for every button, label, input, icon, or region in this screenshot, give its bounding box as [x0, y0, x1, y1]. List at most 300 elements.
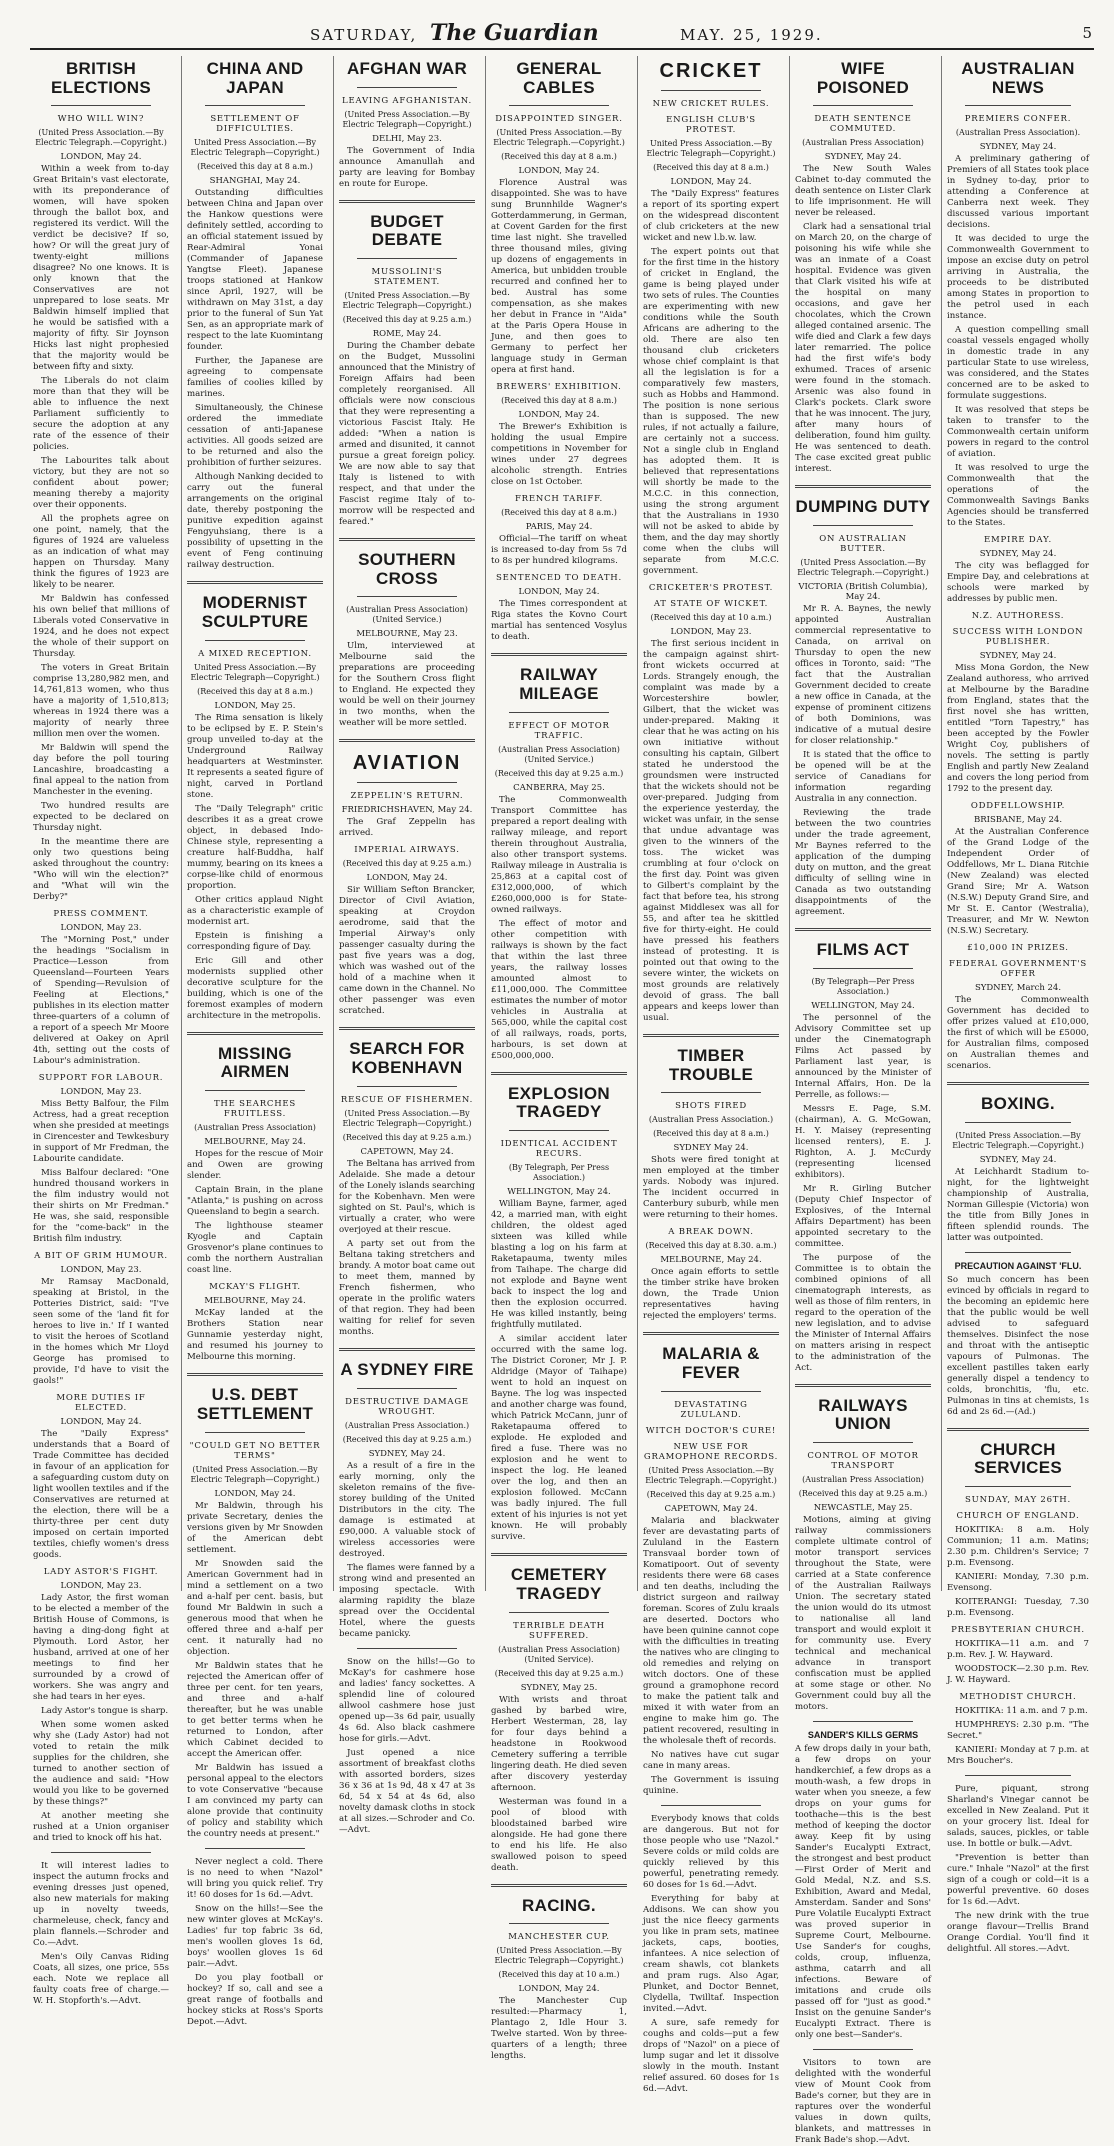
paragraph: The Government of India announce Amanullah and party are leaving for Bombay en route for Europe.: [339, 145, 475, 189]
dateline: LONDON, May 23.: [60, 1265, 142, 1276]
advertisement: [33, 1861, 169, 1949]
headline-explosion-tragedy: EXPLOSION TRAGEDY: [508, 1083, 610, 1122]
credit-line: (Australian Press Association): [194, 1123, 316, 1133]
paragraph: The "Morning Post," under the headings "Socialism in Practice—Lesson from Queensland—Fourteen Years of Spending—Revulsion of Feeling at Elections," publishes in its election matter three-quarters of a column of a report of a speech Mr Moore delivered at Oakey on April 4th, setting out the costs of Labour's administration.: [33, 935, 169, 1067]
paragraph: Mr Baldwin, through his private Secretary, denies the versions given by Mr Snowden of the American debt settlement.: [187, 1500, 323, 1555]
credit-line: (Australian Press Association) (United Service).: [498, 1644, 620, 1664]
received-line: (Received this day at 8 a.m.): [501, 508, 617, 518]
paragraph: Although Nanking decided to carry out the funeral arrangements on the original date, thereby postponing the punitive expedition against Fengyuhsiang, there is a possibility of upsetting in the event of Feng continuing railway destruction.: [187, 472, 323, 571]
advertisement: [947, 1911, 1089, 1955]
dateline: LONDON, May 24.: [60, 152, 142, 163]
paragraph: Westerman was found in a pool of blood with bloodstained barbed wire alongside. He had gone there to end his life. He also swallowed poison to speed death.: [491, 1796, 627, 1873]
ad-text: Do you play football or hockey? If so, call and see a great range of footballs and hockey sticks at Ross's Sports Depot.—Advt.: [187, 1972, 323, 2027]
received-line: (Received this day at 9.25 a.m.): [342, 315, 472, 325]
column-2: [181, 56, 328, 2027]
dateline: MELBOURNE, May 24.: [660, 1255, 762, 1266]
dateline: MELBOURNE, May 24.: [204, 1296, 306, 1307]
headline-railways-union: RAILWAYS UNION: [818, 1395, 908, 1434]
dateline: FRIEDRICHSHAVEN, May 24.: [341, 805, 473, 816]
paragraph: It was decided to urge the Commonwealth Government to impose an excise duty on petrol arriving in Australia, the proceeds to be distributed among States in proportion to the petrol used in each instance.: [947, 234, 1089, 322]
paragraph: When some women asked why she (Lady Astor) had not voted to retain the milk supplies for the children, she turned to another section of the audience and said: "How would you like to be governed by these things?": [33, 1720, 169, 1808]
masthead: [30, 18, 1094, 50]
paragraph: It was resolved that steps be taken to transfer to the Commonwealth certain uniform powers in regard to the control of aviation.: [947, 405, 1089, 460]
headline-wife-poisoned: WIFE POISONED: [816, 59, 910, 97]
advertisement: [795, 2058, 931, 2146]
ad-text: "Prevention is better than cure." Inhale "Nazol" at the first sign of a cough or cold—it is a powerful preventive. 60 doses for 1s 6d.—Advt.: [947, 1852, 1089, 1907]
received-line: (Received this day at 8 a.m.): [653, 163, 769, 172]
article-body: [33, 1099, 169, 1245]
article-body: [187, 188, 323, 571]
article-body: [795, 604, 931, 918]
headline-modernist-sculpture: MODERNIST SCULPTURE: [201, 593, 309, 632]
dateline: SYDNEY, May 24.: [368, 1448, 446, 1459]
dateline: SYDNEY, May 25.: [520, 1682, 598, 1693]
article-body: [643, 1516, 779, 1797]
dateline: SYDNEY, May 24.: [979, 549, 1057, 560]
paragraph: Malaria and blackwater fever are devastating parts of Zululand in the Eastern Transvaal border town of Komatipoort. Out of seventy residents there were 68 cases and ten deaths, including the district surgeon and railway foreman. Scores of Zulu kraals are deserted. Doctors who have been quinine cannot cope with the difficulties in treating the natives who are clinging to old remedies and relying on witch doctors. One of these ground a gramophone record to make the patient talk and mixed it with water from an engine to make him go. The patient recovered, resulting in the wholesale theft of records.: [643, 1515, 779, 1746]
credit-line: (United Press Association.—By Electric Telegraph.—Copyright.): [35, 128, 167, 148]
paragraph: Lady Astor, the first woman to be elected a member of the British House of Commons, is having a ding-dong fight at Plymouth. Lord Astor, her husband, arrived at one of her meetings to find her surrounded by a crowd of workers. She was angry and she had tears in her eyes.: [33, 1593, 169, 1703]
dateline: SYDNEY, May 24.: [824, 152, 902, 163]
headline-racing: RACING.: [522, 1895, 596, 1915]
paragraph: At Leichhardt Stadium to-night, for the lightweight championship of Australia, Norman Gillespie (Victoria) won the title from Billy Jones in fifteen splendid rounds. The latter was outpointed.: [947, 1167, 1089, 1244]
paragraph: Reviewing the trade between the two countries under the trade agreement, Mr Baynes referred to the application of the dumping duty on mutton, and the great difficulty of selling wine in Canada as two outstanding disappointments of the agreement.: [795, 808, 931, 918]
paragraph: Mr Baldwin has confessed his own belief that millions of Liberals voted Conservative in 1924, and he does not expect the whole of their support on Thursday.: [33, 594, 169, 660]
paragraph: The Graf Zeppelin has arrived.: [339, 817, 475, 839]
subhead: NEW CRICKET RULES.: [652, 99, 770, 109]
paragraph: At another meeting she rushed at a Union organiser and tried to knock off his hat.: [33, 1811, 169, 1844]
paragraph: The Commonwealth Transport Committee has prepared a report dealing with railway mileage, and report therein throughout Australia, also other transport systems. Railway mileage in Australia is 25,863 at a capital cost of £312,000,000, of which £260,000,000 is for State-owned railways.: [491, 794, 627, 915]
subhead: EMPIRE DAY.: [984, 535, 1052, 546]
paragraph: The Government is issuing quinine.: [643, 1774, 779, 1796]
dateline: VICTORIA (British Columbia), May 24.: [798, 582, 928, 603]
subhead: A MIXED RECEPTION.: [198, 648, 312, 659]
paragraph: Mr R. Girling Butcher (Deputy Chief Inspector of Explosives, of the Internal Affairs Department) has been appointed secretary to the committee.: [795, 1183, 931, 1249]
article-body: [947, 154, 1089, 529]
credit-line: (United Press Association.—By Electric Telegraph—Copyright.): [342, 109, 472, 129]
credit-line: (Australian Press Association.): [648, 1115, 774, 1125]
article-body: [339, 885, 475, 1017]
ad-text: Snow on the hills!—See the new winter gloves at McKay's. Ladies' fur top fabric 3s 6d, men's woollen gloves 1s 6d, boys' woollen gloves 1s 6d pair.—Advt.: [187, 1903, 323, 1969]
dateline: ROME, May 24.: [372, 329, 442, 340]
paragraph: The lighthouse steamer Kyogle and Captain Grosvenor's plane continues to comb the northern Australian coast line.: [187, 1221, 323, 1276]
credit-line: United Press Association.—By Electric Telegraph—Copyright.): [190, 138, 320, 158]
headline-sydney-fire: A SYDNEY FIRE: [340, 1359, 474, 1379]
article-body: [643, 1267, 779, 1322]
service-list: [947, 1706, 1089, 1767]
subhead: MCKAY'S FLIGHT.: [209, 1282, 301, 1293]
subhead: SHOTS FIRED: [675, 1101, 747, 1112]
received-line: (Received this day at 8 a.m.): [197, 686, 313, 696]
subhead: IDENTICAL ACCIDENT RECURS.: [500, 1139, 618, 1160]
received-line: (Received this day at 9.25 a.m.): [342, 859, 472, 869]
advertisement: [187, 1973, 323, 2028]
headline-us-debt: U.S. DEBT SETTLEMENT: [196, 1385, 314, 1423]
subhead: IMPERIAL AIRWAYS.: [354, 845, 460, 856]
paragraph: The Times correspondent at Riga states the Kovno Court martial has sentenced Vosylus to death.: [491, 599, 627, 643]
article-body: [339, 341, 475, 528]
dateline: SHANGHAI, May 24.: [209, 176, 301, 187]
credit-line: (Australian Press Association): [802, 1475, 924, 1485]
ad-text: Never neglect a cold. There is no need to when "Nazol" will bring you quick relief. Try it! 60 doses for 1s 6d.—Advt.: [187, 1856, 323, 1900]
article-body: [643, 1155, 779, 1221]
paragraph: The purpose of the Committee is to obtain the combined opinions of all cinematograph interests, as well as those of film renters, in regard to the operation of the new legislation, and to advise the Minister of Internal Affairs on matters arising in respect to the administration of the Act.: [795, 1252, 931, 1373]
column-1: [28, 56, 174, 2007]
subhead: ZEPPELIN'S RETURN.: [350, 791, 464, 802]
headline-railway-mileage: RAILWAY MILEAGE: [519, 665, 599, 704]
paragraph: The voters in Great Britain comprise 13,280,982 men, and 14,761,813 women, who thus have a majority of 1,510,813; whereas in 1924 there was a majority of nearly three million men over the women.: [33, 663, 169, 740]
received-line: (Received this day at 9.25 a.m.): [342, 1132, 472, 1142]
paragraph: Miss Balfour declared: "One hundred thousand workers in the film industry would not their shirts on Mr Fredman." He was, she said, responsible for the "come-back" in the British film industry.: [33, 1168, 169, 1245]
article-body: [491, 1996, 627, 2062]
subhead: CONTROL OF MOTOR TRANSPORT: [807, 1451, 919, 1472]
subhead: CRICKETER'S PROTEST.: [648, 583, 774, 593]
headline-cricket: CRICKET: [659, 60, 763, 82]
dateline: SYDNEY May 24.: [673, 1143, 749, 1154]
paragraph: The effect of motor and other competition with railways is shown by the fact that within the last three years, the railway losses amounted almost to £11,000,000. The Committee estimates the number of motor vehicles in Australia at 565,000, while the capital cost of all railways, roads, ports, harbours, is set down at £500,000,000.: [491, 918, 627, 1061]
credit-line: (Australian Press Association) (United Service.): [498, 744, 620, 764]
dateline: CAPETOWN, May 24.: [664, 1503, 758, 1514]
subhead: FRENCH TARIFF.: [514, 494, 604, 505]
credit-line: (United Press Association.—By Electric Telegraph—Copyright.): [342, 1108, 472, 1128]
dateline: WELLINGTON, May 24.: [507, 1187, 611, 1198]
credit-line: (By Telegraph, Per Press Association.): [508, 1163, 610, 1183]
service-entry: HUMPHREYS: 2.30 p.m. "The Secret.": [947, 1719, 1089, 1741]
subhead: £10,000 IN PRIZES.: [967, 943, 1069, 954]
credit-line: (United Press Association.—By Electric Telegraph—Copyright.): [342, 291, 472, 311]
article-body: [795, 1013, 931, 1374]
paragraph: Messrs E. Page, S.M. (chairman), A. G. McGowan, H. Y. Maisey (representing licensed renters), E. J. Righton, A. J. McCurdy (representing licensed exhibitors).: [795, 1103, 931, 1180]
headline-dumping-duty: DUMPING DUTY: [795, 497, 931, 517]
article-body: [339, 1159, 475, 1338]
dateline: LONDON, May 24.: [518, 410, 600, 421]
paragraph: The expert points out that for the first time in the history of cricket in England, the game is being played under two sets of rules. The Counties are experimenting with new conditions while the South Africans are adhering to the old. There are also ten thousand club cricketers whose chief complaint is that all the legislation is for a comparatively few masters, such as Hobbs and Hammond. The position is none serious than is supposed. The new rules, if not actually a failure, are certainly not a success. Not a single club in England has adopted them. It is believed that representations will shortly be made to the M.C.C. in this connection, using the strong argument that the Australians in 1930 will not be asked to abide by them, and the day may shortly come when the clubs will separate from M.C.C. government.: [643, 247, 779, 576]
advertisement: [643, 2018, 779, 2095]
subhead: LEAVING AFGHANISTAN.: [342, 95, 472, 106]
received-line: (Received this day at 8 a.m.): [197, 162, 313, 172]
paragraph: Mr Baldwin will spend the day before the poll touring Lancashire, broadcasting a final appeal to the nation from Manchester in the evening.: [33, 743, 169, 798]
article-body: [491, 178, 627, 376]
paragraph: Mr Baldwin states that he rejected the American offer of three per cent. for ten years, and three and a-half thereafter, but he was unable to get better terms when he returned to London, after which Cabinet decided to accept the American offer.: [187, 1660, 323, 1759]
subhead: LADY ASTOR'S FIGHT.: [43, 1567, 159, 1578]
paragraph: Within a week from to-day Great Britain's vast electorate, with its preponderance of women, will have spoken through the ballot box, and registered its verdict. Will the verdict be decisive? If so, how? Or will the great jury of twenty-eight millions disagree? No one knows. It is only known that the Conservatives are not unprepared to lose seats. Mr Baldwin himself implied that he would be satisfied with a majority of fifty. Sir Joynson Hicks last night prophesied that the majority would be between fifty and sixty.: [33, 164, 169, 373]
dateline: CANBERRA, May 25.: [513, 782, 605, 793]
sanders-advertisement: [795, 1730, 931, 2041]
headline-timber-trouble: TIMBER TROUBLE: [668, 1046, 754, 1084]
article-body: [339, 641, 475, 729]
ad-text: Everybody knows that colds are dangerous. But not for those people who use "Nazol." Severe colds or mild colds are quickly relieved by this powerful, penetrating remedy. 60 doses for 1s 6d.—Advt.: [643, 1813, 779, 1890]
subhead: MANCHESTER CUP.: [508, 1932, 610, 1943]
article-body: [491, 599, 627, 643]
subhead: MORE DUTIES IF ELECTED.: [56, 1393, 146, 1414]
headline-church-services: CHURCH SERVICES: [973, 1439, 1063, 1478]
dateline: LONDON, May 25.: [214, 700, 296, 711]
dateline: WELLINGTON, May 24.: [811, 1000, 915, 1011]
paragraph: All the prophets agree on one point, namely, that the figures of 1924 are valueless as an indication of what may happen on Thursday. Many think the figures of 1923 are likely to be nearer.: [33, 514, 169, 591]
paragraph: Outstanding difficulties between China and Japan over the Hankow questions were definitely settled, according to an official statement issued by Rear-Admiral Yonai (Commander of Japanese Yangtse Fleet). Japanese troops stationed at Hankow since April, 1927, will be withdrawn on May 31st, a day prior to the funeral of Sun Yat Sen, as an appropriate mark of respect to the late Kuomintang founder.: [187, 188, 323, 353]
paragraph: Lady Astor's tongue is sharp.: [41, 1706, 169, 1717]
paragraph: Further, the Japanese are agreeing to compensate families of coolies killed by marines.: [187, 356, 323, 400]
dateline: MELBOURNE, May 23.: [356, 629, 458, 640]
paragraph: Ulm, interviewed at Melbourne said the preparations are proceeding for the Southern Cross flight to England. He expected they would be well on their journey in two months, when the weather will be more settled.: [339, 641, 475, 729]
headline-cemetery-tragedy: CEMETERY TRAGEDY: [510, 1565, 608, 1603]
dateline: LONDON, May 23.: [60, 1087, 142, 1098]
paragraph: William Bayne, farmer, aged 42, a married man, with eight children, the oldest aged sixteen was killed while blasting a log on his farm at Raketapauma, twenty miles from Taihape. The charge did not explode and Bayne went back to inspect the log and then the explosion occurred. He was killed instantly, being frightfully mutilated.: [491, 1199, 627, 1331]
paragraph: No natives have cut sugar cane in many areas.: [643, 1749, 779, 1771]
paragraph: The personnel of the Advisory Committee set up under the Cinematograph Films Act passed by Parliament last year, is announced by the Minister of Internal Affairs, Hon. De la Perrelle, as follows:—: [795, 1012, 931, 1100]
credit-line: (United Press Association.—By Electric Telegraph.—Copyright.): [797, 558, 929, 578]
advertisement: [947, 1784, 1089, 1850]
headline-boxing: BOXING.: [981, 1094, 1055, 1114]
paragraph: The Beltana has arrived from Adelaide. She made a detour of the Lonely islands searching for the Kobenhavn. Men were sighted on St. Paul's, which is virtually a crater, who were overjoyed at their rescue.: [339, 1158, 475, 1235]
paragraph: Official—The tariff on wheat is increased to-day from 5s 7d to 8s per hundred kilograms.: [491, 534, 627, 567]
subhead: FEDERAL GOVERNMENT'S OFFER: [949, 959, 1087, 980]
subhead: BREWERS' EXHIBITION.: [496, 382, 622, 393]
credit-line: (United Press Association.—By Electric Telegraph.—Copyright.): [493, 128, 625, 148]
dateline: MELBOURNE, May 24.: [204, 1137, 306, 1148]
received-line: (Received this day at 8 a.m.): [501, 152, 617, 162]
paragraph: Other critics applaud Night as a characteristic example of modernist art.: [187, 894, 323, 927]
paragraph: The flames were fanned by a strong wind and presented an imposing spectacle. With alarming rapidity the blaze spread over the Occidental Hotel, where the guests became panicky.: [339, 1562, 475, 1639]
headline-british-elections: BRITISH ELECTIONS: [51, 59, 151, 97]
paragraph: The Manchester Cup resulted:—Pharmacy 1, Plantago 2, Idle Hour 3. Twelve started. Won by three-quarters of a length; three lengths.: [491, 1996, 627, 2062]
paragraph: The Commonwealth Government has decided to offer prizes valued at £10,000, the first of which will be £5000, for Australian films, composed on Australian themes and scenarios.: [947, 995, 1089, 1072]
paragraph: The "Daily Express" features a report of its sporting expert on the widespread discontent of club cricketers at the new wicket and new l.b.w. law.: [643, 189, 779, 243]
paragraph: Miss Betty Balfour, the Film Actress, had a great reception when she presided at meetings in Cirencester and Tewkesbury in support of Mr Fredman, the Labourite candidate.: [33, 1099, 169, 1165]
article-body: [33, 1593, 169, 1844]
subhead: ODDFELLOWSHIP.: [970, 801, 1066, 812]
subhead: DEATH SENTENCE COMMUTED.: [814, 114, 912, 135]
dateline: LONDON, May 24.: [518, 587, 600, 598]
article-body: [187, 1308, 323, 1363]
credit-line: United Press Association.—By Electric Telegraph—Copyright.): [190, 662, 320, 682]
paragraph: The Labourites talk about victory, but they are not so confident about power; meaning thereby a majority over their opponents.: [33, 456, 169, 511]
article-body: [33, 935, 169, 1067]
dateline: LONDON, May 24.: [518, 1984, 600, 1995]
credit-line: (United Press Association.—By Electric Telegraph.—Copyright.): [952, 1131, 1084, 1151]
paragraph: Hopes for the rescue of Moir and Owen are growing slender.: [187, 1149, 323, 1182]
paragraph: A question compelling small coastal vessels engaged wholly in domestic trade in any particular State to use wireless, was considered, and the States concerned are to be asked to formulate suggestions.: [947, 325, 1089, 402]
article-body: [643, 189, 779, 577]
ad-text: It will interest ladies to inspect the autumn frocks and evening dresses just opened, also new materials for making up in novelty tweeds, charmeleuse, check, fancy and plain flannels.—Schroder and Co.—Advt.: [33, 1861, 169, 1949]
headline-malaria-fever: MALARIA & FEVER: [662, 1344, 760, 1383]
headline-general-cables: GENERAL CABLES: [516, 59, 602, 97]
dateline: LONDON, May 24.: [366, 873, 448, 884]
subhead: WITCH DOCTOR'S CURE!: [645, 1425, 777, 1436]
paragraph: McKay landed at the Brothers Station near Gunnamie yesterday night, and resumed his journey to Melbourne this morning.: [187, 1308, 323, 1363]
dateline: LONDON, May 24.: [670, 177, 752, 187]
headline-afghan-war: AFGHAN WAR: [346, 59, 468, 78]
subhead: A BIT OF GRIM HUMOUR.: [34, 1251, 168, 1262]
headline-search-kobenhavn: SEARCH FOR KOBENHAVN: [349, 1039, 465, 1078]
ad-text: Snow on the hills!—Go to McKay's for cashmere hose and ladies' fancy sockettes. A splendid line of coloured allwool cashmere hose just opened up—3s 6d pair, usually 4s 6d. Also black cashmere hose for girls.—Advt.: [339, 1656, 475, 1744]
paragraph: Clark had a sensational trial on March 20, on the charge of poisoning his wife while she was an inmate of a Coast hospital. Evidence was given that Clark visited his wife at the hospital on many occasions, and gave her chocolates, which the Crown alleged contained arsenic. The wife died and Clark a few days later remarried. The police had the first wife's body exhumed. Traces of arsenic were found in the stomach. Arsenic was also found in Clark's pockets. Clark swore that he was innocent. The jury, after many hours of deliberation, found him guilty. He was sentenced to death. The case excited great public interest.: [795, 222, 931, 475]
article-body: [33, 164, 169, 903]
subhead: DEVASTATING ZULULAND.: [674, 1399, 748, 1420]
subhead: ENGLISH CLUB'S PROTEST.: [666, 115, 756, 135]
dateline: LONDON, May 24.: [214, 1488, 296, 1499]
credit-line: (Australian Press Association): [802, 138, 924, 148]
flu-notice: [947, 1261, 1089, 1418]
dateline: CAPETOWN, May 24.: [360, 1146, 454, 1157]
paragraph: Simultaneously, the Chinese ordered the immediate cessation of anti-Japanese activities. All goods seized are to be returned and also the prohibition of further seizures.: [187, 403, 323, 469]
article-body: [491, 795, 627, 1062]
ad-text: Men's Oily Canvas Riding Coats, all sizes, one price, 55s each. Note we replace all faulty coats free of charge.—W. H. Stopforth's.—Advt.: [33, 1952, 169, 2007]
paragraph: The first serious incident in the campaign against shirt-front wickets occurred at Lords. Strangely enough, the complaint was made by a Worcestershire bowler, Gilbert, that the wicket was under-prepared. Making it clear that he was acting on his own initiative without consulting his captain, Gilbert stated he understood the groundsmen were instructed that the wickets should not be over-prepared. Judging from the experience yesterday, the wicket was unfair, in the sense that undue advantage was given to the winners of the toss. The wicket was crumbling at four o'clock on the first day. Point was given to Gilbert's complaint by the fact that before tea, his strong against Middlesex was all for 55, and after tea he skittled five for thirty-eight. He could have pressed his feathers instead of protesting. It is pointed out that owing to the severe winter, the wickets on most grounds are relatively devoid of grass. The ball appears and keeps lower than usual.: [643, 639, 779, 1023]
subhead: NEW USE FOR GRAMOPHONE RECORDS.: [643, 1441, 779, 1462]
paragraph: It is stated that the office to be opened will be at the service of Canadians for information regarding Australia in any connection.: [795, 750, 931, 805]
subhead: WHO WILL WIN?: [57, 114, 145, 125]
dateline: LONDON, May 24.: [60, 1417, 142, 1428]
received-line: (Received this day at 10 a.m.): [498, 1970, 620, 1980]
paragraph: The city was beflagged for Empire Day, and celebrations at schools were marked by addresses by public men.: [947, 561, 1089, 605]
received-line: (Received this day at 9.25 a.m.): [494, 1668, 624, 1678]
article-body: [33, 1429, 169, 1561]
paragraph: A similar accident later occurred with the same log. The District Coroner, Mr J. P. Aldridge (Mayor of Taihape) went to hold an inquest on Bayne. The log was inspected and another charge was found, which Patrick McCann, junr of Raketapauma offered to explode. He exploded and fired a fuse. There was no explosion and he went to inspect the log. He leaned over the log, and then an explosion followed. McCann was badly injured. The full extent of his injuries is not yet known. He will probably survive.: [491, 1334, 627, 1543]
subhead: PRESBYTERIAN CHURCH.: [951, 1624, 1085, 1635]
paragraph: A preliminary gathering of Premiers of all States took place in Sydney to-day, prior to attending a Conference at Canberra next week. They discussed various important decisions.: [947, 154, 1089, 231]
paragraph: Epstein is finishing a corresponding figure of Day.: [187, 930, 323, 952]
credit-line: (United Press Association.—By Electric Telegraph.—Copyright.): [645, 1465, 777, 1485]
subhead: TERRIBLE DEATH SUFFERED.: [513, 1620, 605, 1641]
paragraph: The Liberals do not claim more than that they will be able to influence the next Parliament sufficiently to secure the adoption at any rate of the essence of their policies.: [33, 376, 169, 453]
headline-budget-debate: BUDGET DEBATE: [370, 211, 444, 250]
service-entry: KANIERI: Monday at 7 p.m. at Mrs Boucher's.: [947, 1744, 1089, 1766]
subhead: METHODIST CHURCH.: [959, 1691, 1077, 1702]
ad-text: Pure, piquant, strong Sharland's Vinegar cannot be excelled in New Zealand. Put it on your grocery list. Ideal for salads, sauces, pickles, or table use. In bottle or bulk.—Advt.: [947, 1783, 1089, 1849]
subhead: PRESS COMMENT.: [53, 909, 149, 920]
paragraph: Mr Ramsay MacDonald, speaking at Bristol, in the Potteries District, said: "I've seen some of the 'land fit for heroes to live in.' If I wanted to visit the heroes of Scotland in the homes which Mr Lloyd George has promised to provide, I'd have to visit the gaols!": [33, 1277, 169, 1387]
credit-line: (Australian Press Association) (United Service.): [346, 605, 468, 625]
ad-text: Everything for baby at Addisons. We can show you just the nice fleecy garments you like in pram sets, matinee jackets, caps, booties, infantees. A nice selection of cream shawls, cot blankets and pram rugs. Also Agar, Plunket, and Doctor Bennet, Clydella, Twilltaf. Inspection invited.—Advt.: [643, 1893, 779, 2014]
ad-text: Visitors to town are delighted with the wonderful view of Mount Cook from Bade's corner, but they are in raptures over the wonderful values in down quilts, blankets, and mattresses in Frank Bade's shop.—Advt.: [795, 2057, 931, 2145]
paragraph: It was resolved to urge the Commonwealth that the operations of the Commonwealth Savings Banks Agencies should be transferred to the States.: [947, 463, 1089, 529]
paragraph: At the Australian Conference of the Grand Lodge of the Independent Order of Oddfellows, Mr L. Diana Ritchie (New Zealand) was elected Grand Sire; Mr A. Watson (N.S.W.) Deputy Grand Sire, and Mr St. E. Cantor (Westralia), Treasurer, and Mr W. Newton (N.S.W.) Secretary.: [947, 827, 1089, 937]
received-line: (Received this day at 8.30. a.m.): [645, 1241, 777, 1251]
paragraph: In the meantime there are only two questions being asked throughout the country: "Who will win the election?" and "What will win the Derby?": [33, 837, 169, 903]
article-body: [491, 1199, 627, 1543]
ad-text: The new drink with the true orange flavour—Trellis Brand Orange Cordial. You'll find it delightful. All stores.—Advt.: [947, 1910, 1089, 1954]
subhead: AT STATE OF WICKET.: [653, 599, 769, 609]
advertisement: [33, 1952, 169, 2007]
credit-line: (United Press Association.—By Electric Telegraph—Copyright.): [494, 1946, 624, 1966]
received-line: (Received this day at 9.25 a.m.): [342, 1434, 472, 1444]
column-5: [637, 56, 784, 2094]
headline-films-act: FILMS ACT: [816, 940, 910, 960]
service-entry: HOKITIKA—11 a.m. and 7 p.m. Rev. J. W. Hayward.: [947, 1638, 1089, 1660]
headline-southern-cross: SOUTHERN CROSS: [358, 550, 456, 588]
advertisement: [947, 1853, 1089, 1908]
credit-line: United Press Association.—By Electric Telegraph—Copyright.): [646, 139, 776, 158]
subhead: A BREAK DOWN.: [668, 1227, 754, 1238]
notice-heading: SANDER'S KILLS GERMS: [807, 1730, 919, 1741]
credit-line: (Australian Press Association).: [955, 128, 1081, 138]
service-entry: WOODSTOCK—2.30 p.m. Rev. J. W. Hayward.: [947, 1663, 1089, 1685]
advertisement: [339, 1748, 475, 1836]
subhead: "COULD GET NO BETTER TERMS": [189, 1440, 321, 1461]
paragraph: With wrists and throat gashed by barbed wire, Herbert Westerman, 28, lay for four days behind a headstone in Rookwood Cemetery suffering a terrible lingering death. He died seven after discovery yesterday afternoon.: [491, 1694, 627, 1793]
paragraph: Mr Baldwin has issued a personal appeal to the electors to vote Conservative "because I am convinced my party can alone provide that continuity of policy and stability which the country needs at present.": [187, 1762, 323, 1839]
dateline: NEWCASTLE, May 25.: [813, 1503, 913, 1514]
article-body: [339, 146, 475, 190]
masthead-title: The Guardian: [430, 20, 599, 46]
article-body: [491, 1695, 627, 1874]
subhead: ON AUSTRALIAN BUTTER.: [819, 534, 907, 555]
article-body: [795, 164, 931, 475]
advertisement: [339, 1657, 475, 1745]
paragraph: The Rima sensation is likely to be eclipsed by E. P. Stein's group unveiled to-day at the Underground Railway headquarters at Westminster. It represents a seated figure of night, carved in Portland stone.: [187, 712, 323, 800]
received-line: (Received this day at 10 a.m.): [650, 613, 772, 622]
paragraph: As a result of a fire in the early morning, only the skeleton remains of the five-storey building of the United Distributors in the city. The damage is estimated at £90,000. A valuable stock of wireless accessories were destroyed.: [339, 1460, 475, 1559]
subhead: SUCCESS WITH LONDON PUBLISHER.: [952, 627, 1084, 648]
paragraph: Mr R. A. Baynes, the newly appointed Australian commercial representative to Canada, on arrival on Thursday to open the new offices in Toronto, said: "The fact that the Australian Government decided to create a new office in Canada, at the expense of prominent citizens of both Dominions, was indicative of a mutual desire for closer relationship.": [795, 604, 931, 747]
article-body: [947, 1167, 1089, 1244]
article-body: [339, 817, 475, 839]
ad-text: A sure, safe remedy for coughs and colds—put a few drops of "Nazol" on a piece of lump sugar and let it dissolve slowly in the mouth. Instant relief assured. 60 doses for 1s 6d.—Advt.: [643, 2017, 779, 2094]
article-body: [187, 1149, 323, 1276]
dateline: BRISBANE, May 24.: [973, 815, 1063, 826]
paragraph: Motions, aiming at giving railway commissioners complete ultimate control of motor transport services throughout the State, were carried at a State conference of the Australian Railways Union. The secretary stated the union would do its utmost to nationalise all land transport and would exploit it for community use. Every technical and mechanical advance in transport confiscation must be applied at some stage or other. No Government could buy all the motors.: [795, 1515, 931, 1713]
dateline: LONDON, May 23.: [670, 627, 752, 637]
headline-australian-news: AUSTRALIAN NEWS: [961, 59, 1075, 97]
paragraph: The "Daily Express" understands that a Board of Trade Committee has decided in favour of an application for a safeguarding custom duty on light woollen textiles and if the Conservatives are returned at the election, there will be a thirty-three per cent duty imposed on certain imported textiles, chiefly women's dress goods.: [33, 1429, 169, 1561]
service-entry: HOKITIKA: 8 a.m. Holy Communion; 11 a.m. Matins; 2.30 p.m. Children's Service; 7 p.m. Evensong.: [947, 1524, 1089, 1568]
dateline: SYDNEY, May 24.: [979, 1155, 1057, 1166]
paragraph: The "Daily Telegraph" critic describes it as a great crowe object, in debased Indo-Chinese style, representing a creature half-Buddha, half mummy, bearing on its knees a corpse-like child of enormous proportion.: [187, 803, 323, 891]
article-body: [491, 534, 627, 567]
received-line: (Received this day at 9.25 a.m.): [646, 1489, 776, 1499]
article-body: [947, 827, 1089, 937]
subhead: SUNDAY, MAY 26TH.: [965, 1494, 1071, 1505]
paragraph: Shots were fired tonight at men employed at the timber yards. Nobody was injured. The incident occurred in Canterbury suburb, while men were returning to their homes.: [643, 1155, 779, 1221]
column-7: [941, 56, 1094, 1954]
article-body: [491, 422, 627, 488]
paragraph: Once again efforts to settle the timber strike have broken down, the Trade Union representatives having rejected the employers' terms.: [643, 1267, 779, 1322]
advertisement: [187, 1857, 323, 1901]
masthead-date: MAY. 25, 1929.: [680, 26, 823, 44]
article-body: [947, 561, 1089, 605]
subhead: EFFECT OF MOTOR TRAFFIC.: [508, 720, 610, 741]
column-4: [485, 56, 632, 2062]
credit-line: (United Press Association.—By Electric Telegraph—Copyright.): [190, 1464, 320, 1484]
service-list: [947, 1525, 1089, 1619]
page-number: 5: [1082, 24, 1092, 42]
paragraph: Mr Snowden said the American Government had in mind a settlement on a two and a-half per cent. basis, but found Mr Baldwin in such a generous mood that when he offered three and a-half per cent. it naturally had no objection.: [187, 1558, 323, 1657]
headline-missing-airmen: MISSING AIRMEN: [218, 1043, 292, 1082]
notice-heading: PRECAUTION AGAINST 'FLU.: [954, 1261, 1082, 1272]
received-line: (Received this day at 8 a.m.): [501, 396, 617, 406]
ad-text: Just opened a nice assortment of breakfast cloths with assorted borders, sizes 36 x 36 at 1s 9d, 48 x 47 at 3s 6d, 54 x 54 at 4s 6d, also novelty damask cloths in stock at all sizes.—Schroder and Co.—Advt.: [339, 1747, 475, 1835]
subhead: DISAPPOINTED SINGER.: [495, 114, 623, 125]
headline-china-japan: CHINA AND JAPAN: [206, 59, 304, 97]
subhead: SENTENCED TO DEATH.: [495, 573, 623, 584]
subhead: SUPPORT FOR LABOUR.: [38, 1073, 164, 1084]
paragraph: Sir William Sefton Brancker, Director of Civil Aviation, speaking at Croydon aerodrome, said that the Imperial Airway's only passenger casualty during the past five years was a dog, which was washed out of the hold of a machine when it came down in the Channel. No other passenger was even scratched.: [339, 885, 475, 1017]
paragraph: Miss Mona Gordon, the New Zealand authoress, who arrived at Melbourne by the Baradine from England, states that the first novel she has written, entitled "Torn Tapestry," has been accepted by the Fowler Wright Coy, publishers of novels. The setting is partly English and partly New Zealand and covers the long period from 1792 to the present day.: [947, 663, 1089, 795]
subhead: DESTRUCTIVE DAMAGE WROUGHT.: [345, 1396, 469, 1417]
dateline: PARIS, May 24.: [525, 522, 593, 533]
article-body: [947, 995, 1089, 1072]
article-body: [33, 1277, 169, 1387]
service-list: [947, 1639, 1089, 1686]
advertisement: [187, 1904, 323, 1970]
received-line: (Received this day at 9.25 a.m.): [798, 1489, 928, 1499]
subhead: N.Z. AUTHORESS.: [971, 611, 1065, 622]
notice-text: A few drops daily in your bath, a few drops on your handkerchief, a few drops as a mouth-wash, a few drops in water when you sneeze, a few drops on your gums for toothache—this is the best method of keeping the doctor away. Keep fit by using Sander's Eucalypti Extract, the strongest and best product—First Order of Merit and Gold Medal, N.Z. and S.S. Exhibition, Award and Medal, Amsterdam. Sander and Sons' Pure Volatile Eucalypti Extract was proved superior in Supreme Court, Melbourne. Use Sander's for coughs, colds, croup, influenza, asthma, catarrh and all infections. Beware of imitations and crude oils passed off for "just as good." Insist on the genuine Sander's Eucalypti Extract. There is only one best—Sander's.: [795, 1743, 931, 2040]
dateline: LONDON, May 23.: [60, 923, 142, 934]
masthead-day: SATURDAY,: [310, 26, 418, 44]
notice-text: So much concern has been evinced by officials in regard to the becoming an epidemic here that the public would be well advised to safeguard themselves. Disinfect the nose and throat with the antiseptic vapours of Pulmonas. The excellent pastilles taken early generally dispel a tendency to colds, bronchitis, 'flu, etc. Pulmonas in tins at chemists, 1s 6d and 2s 6d.—(Ad.): [947, 1274, 1089, 1417]
